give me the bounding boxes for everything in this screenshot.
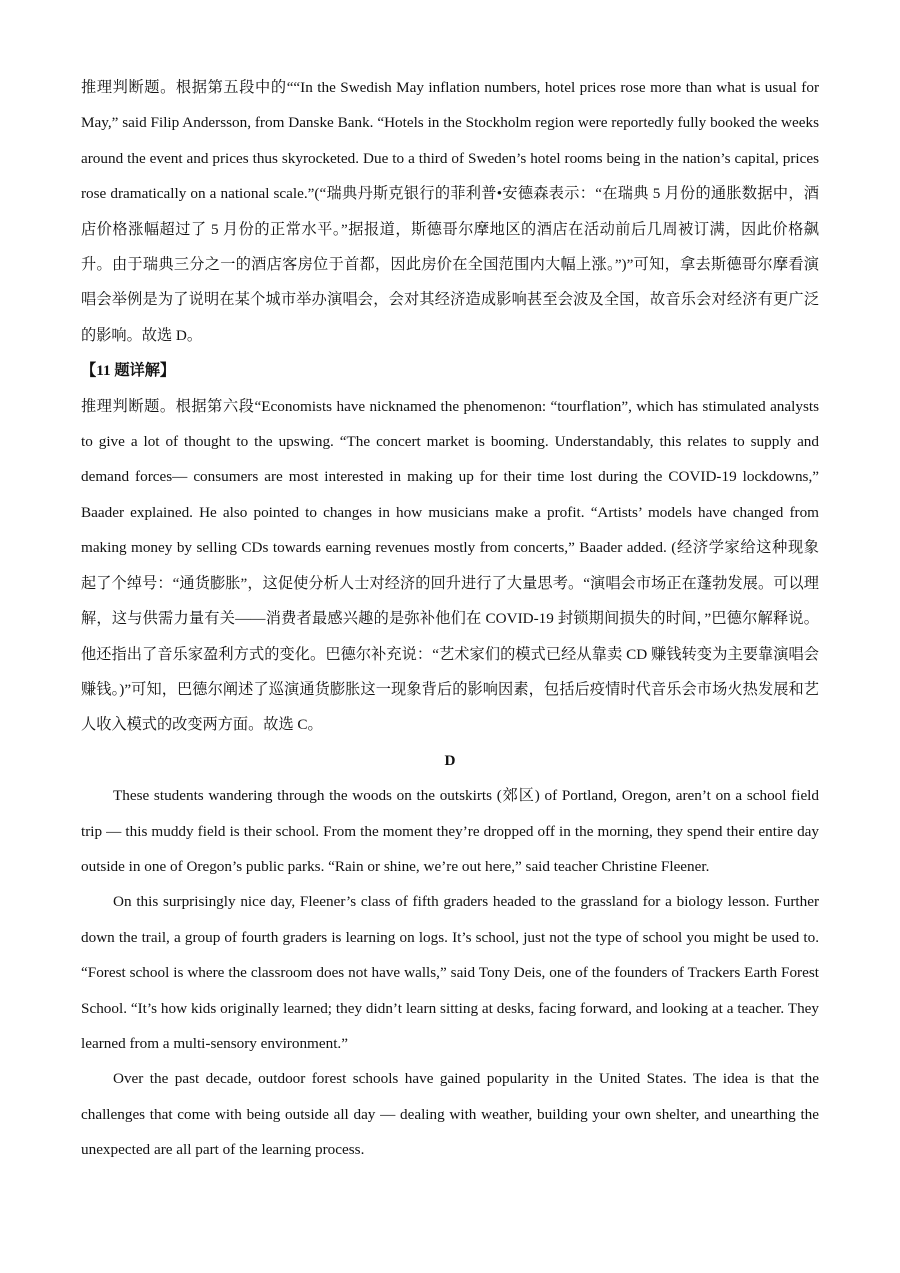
q11-explanation: 推理判断题。根据第六段“Economists have nicknamed the phenomenon: “tourflation”, which has stimulated analysts to give a lot of thought to the upswing. “The concert market is booming. Understandably, this relates to supply and demand forces— consumers are most interested in making up for their time lost during the COVID-19 lockdowns,” Baader explained. He also pointed to changes in how musicians make a profit. “Artists’ models have changed from making money by selling CDs towards earning revenues mostly from concerts,” Baader added. (经济学家给这种现象起了个绰号：“通货膨胀”，这促使分析人士对经济的回升进行了大量思考。“演唱会市场正在蓬勃发展。可以理解，这与供需力量有关——消费者最感兴趣的是弥补他们在 COVID-19 封锁期间损失的时间，”巴德尔解释说。他还指出了音乐家盈利方式的变化。巴德尔补充说：“艺术家们的模式已经从靠卖 CD 赚钱转变为主要靠演唱会赚钱。)”可知，巴德尔阐述了巡演通货膨胀这一现象背后的影响因素，包括后疫情时代音乐会市场火热发展和艺人收入模式的改变两方面。故选 C。 bbox=[81, 397, 819, 734]
passage-paragraph-3: Over the past decade, outdoor forest schools have gained popularity in the United States. The idea is that the challenges that come with being outside all day — dealing with weather, building your own shelter, and unearthing the unexpected are all part of the learning process. bbox=[81, 1070, 819, 1159]
q11-heading: 【11 题详解】 bbox=[81, 362, 176, 380]
q10-explanation: 推理判断题。根据第五段中的““In the Swedish May inflation numbers, hotel prices rose more than what is usual for May,” said Filip Andersson, from Danske Bank. “Hotels in the Stockholm region were reportedly fully booked the weeks around the event and prices thus skyrocketed. Due to a third of Sweden’s hotel rooms being in the nation’s capital, prices rose dramatically on a national scale.”(“瑞典丹斯克银行的菲利普•安德森表示：“在瑞典 5 月份的通胀数据中，酒店价格涨幅超过了 5 月份的正常水平。”据报道，斯德哥尔摩地区的酒店在活动前后几周被订满，因此价格飙升。由于瑞典三分之一的酒店客房位于首都，因此房价在全国范围内大幅上涨。”)”可知，拿去斯德哥尔摩看演唱会举例是为了说明在某个城市举办演唱会，会对其经济造成影响甚至会波及全国，故音乐会对经济有更广泛的影响。故选 D。 bbox=[81, 79, 819, 344]
document-page bbox=[81, 70, 819, 1168]
section-title: D bbox=[444, 751, 456, 769]
passage-paragraph-1: These students wandering through the woods on the outskirts (郊区) of Portland, Oregon, aren’t on a school field trip — this muddy field is their school. From the moment they’re dropped off in the morning, they spend their entire day outside in one of Oregon’s public parks. “Rain or shine, we’re out here,” said teacher Christine Fleener. bbox=[81, 787, 819, 875]
passage-paragraph-2: On this surprisingly nice day, Fleener’s class of fifth graders headed to the grassland for a biology lesson. Further down the trail, a group of fourth graders is learning on logs. It’s school, just not the type of school you might be used to. “Forest school is where the classroom does not have walls,” said Tony Deis, one of the founders of Trackers Earth Forest School. “It’s how kids originally learned; they didn’t learn sitting at desks, facing forward, and looking at a teacher. They learned from a multi-sensory environment.” bbox=[81, 893, 819, 1052]
